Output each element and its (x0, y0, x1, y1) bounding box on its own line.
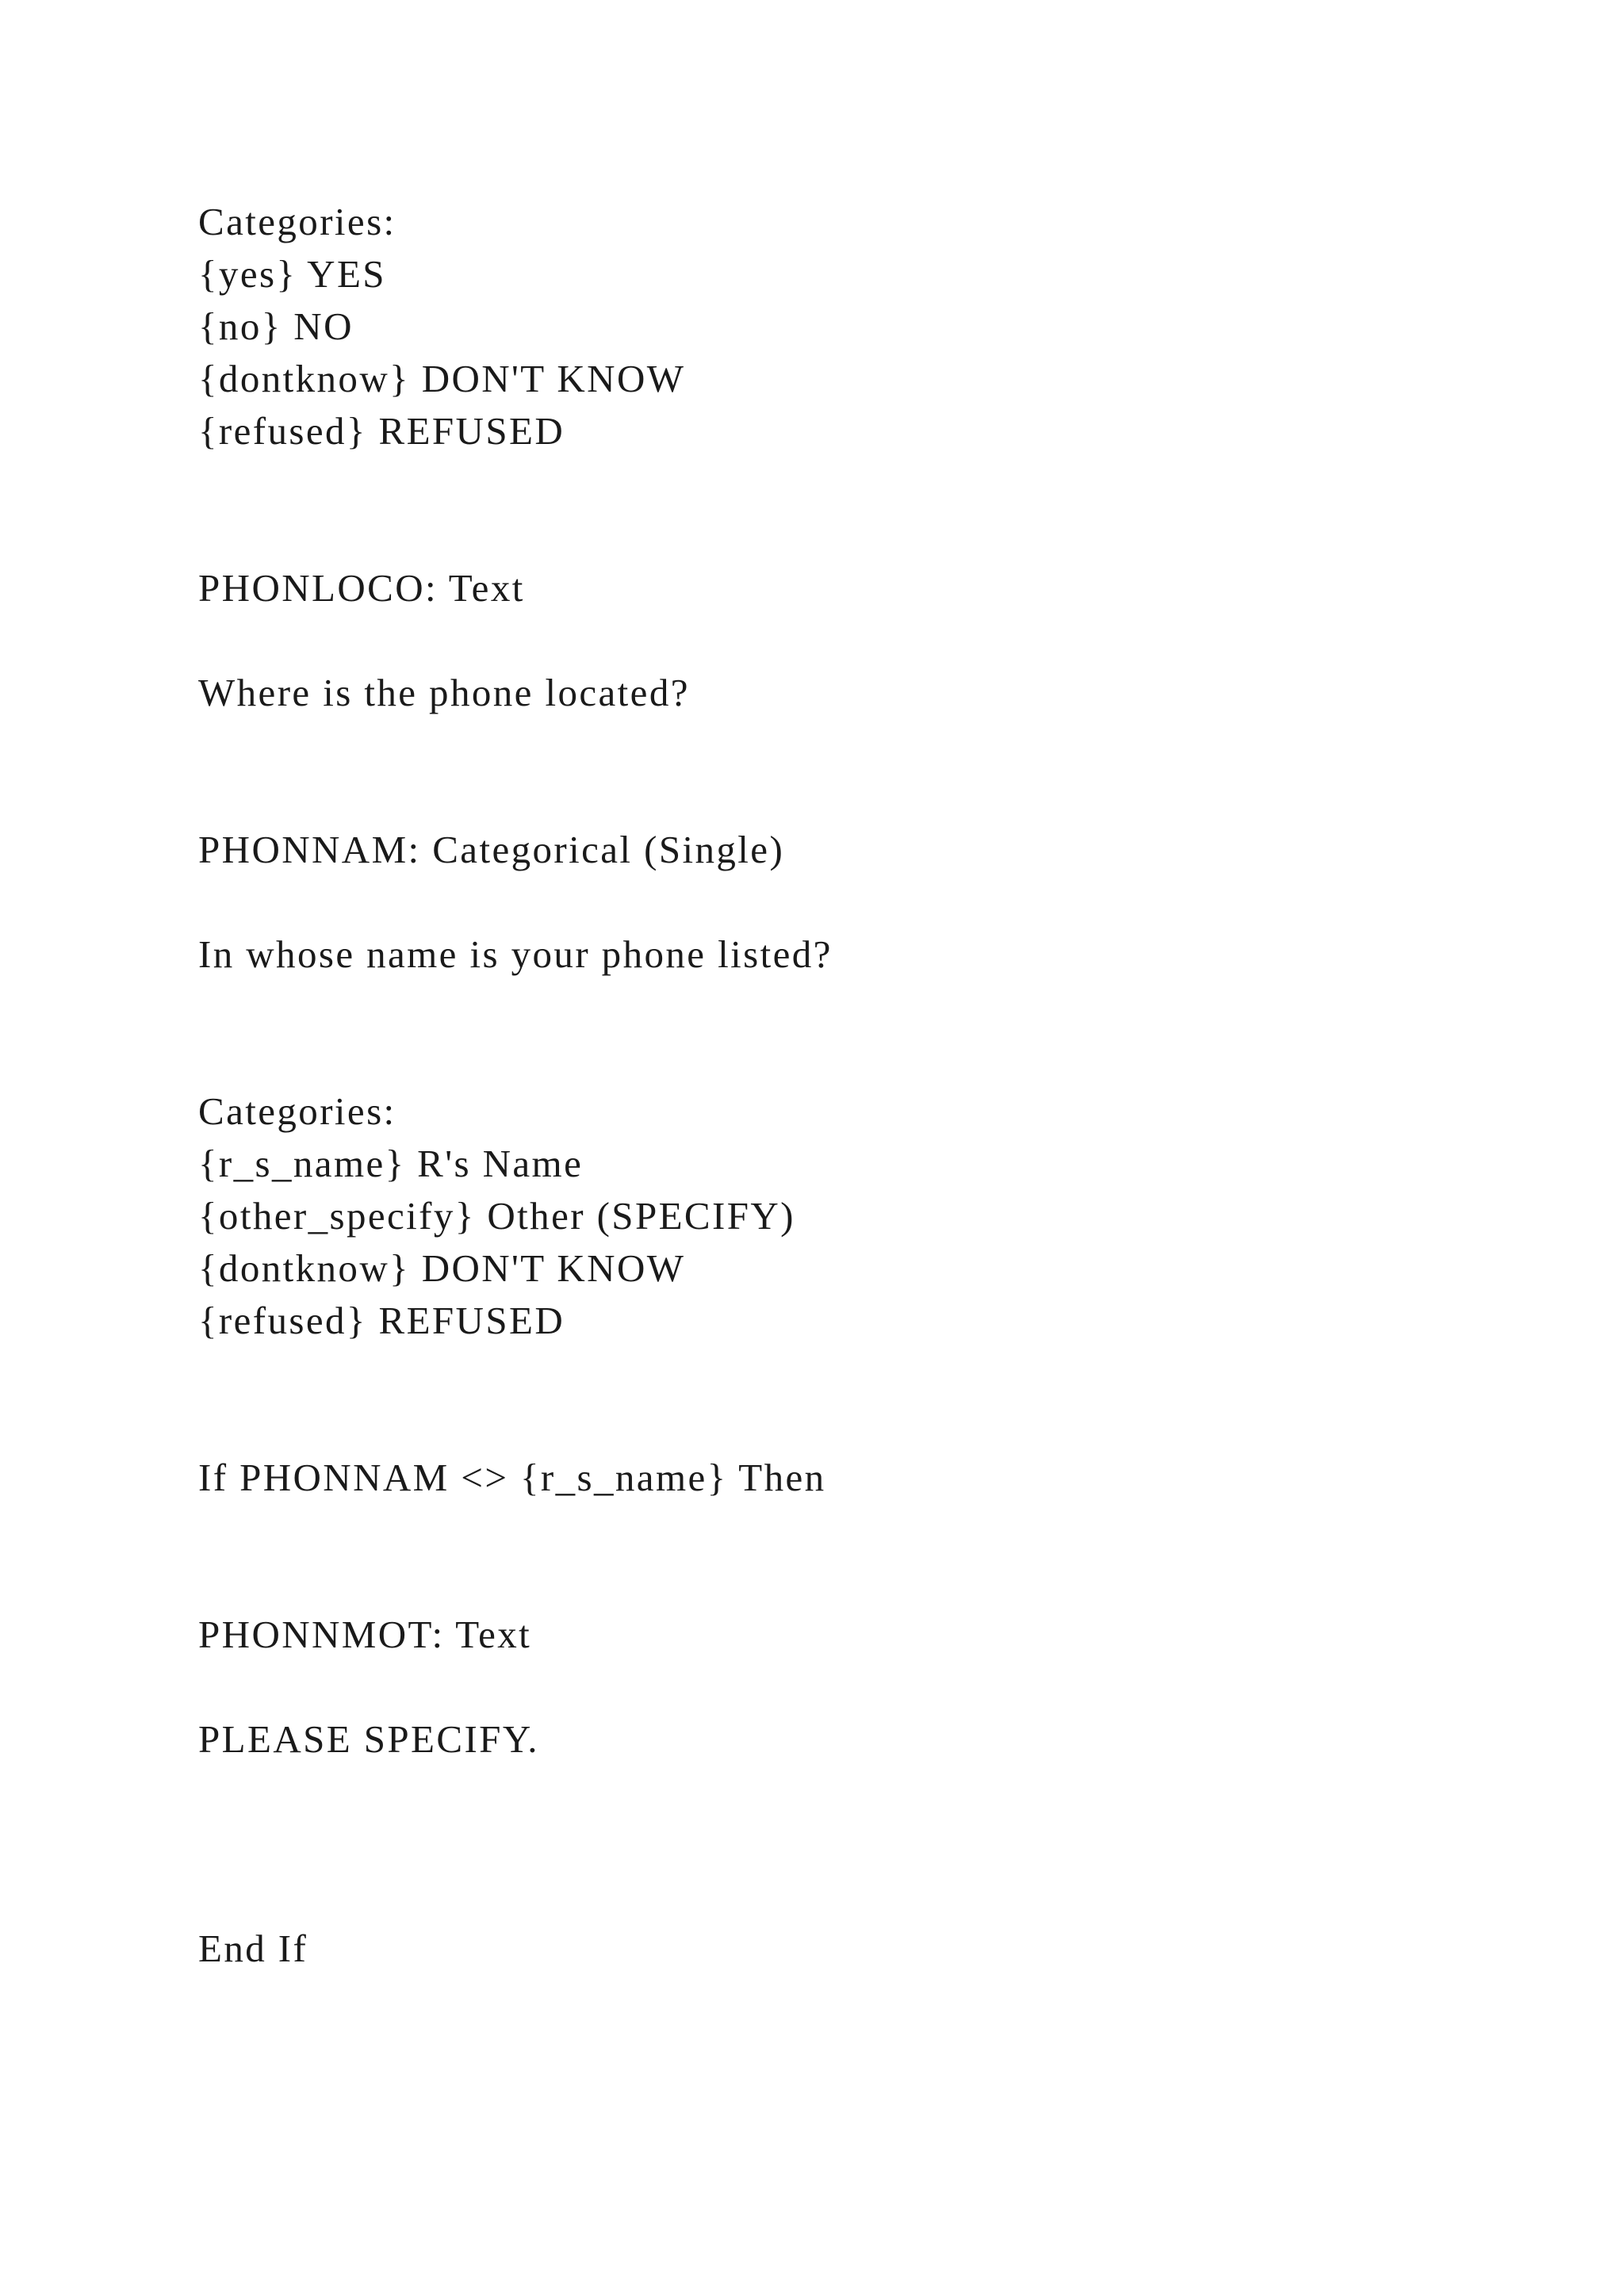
phonloco-header: PHONLOCO: Text (198, 566, 525, 610)
categories-heading-2: Categories: (198, 1089, 396, 1133)
phonloco-question: Where is the phone located? (198, 671, 690, 714)
category-item-no: {no} NO (198, 304, 354, 348)
phonnmot-header: PHONNMOT: Text (198, 1613, 532, 1656)
category-item-r-s-name: {r_s_name} R's Name (198, 1142, 584, 1185)
category-item-refused-2: {refused} REFUSED (198, 1299, 565, 1342)
phonnam-header: PHONNAM: Categorical (Single) (198, 828, 785, 871)
phonnam-question: In whose name is your phone listed? (198, 932, 833, 976)
category-item-yes: {yes} YES (198, 252, 386, 296)
category-item-refused: {refused} REFUSED (198, 409, 565, 453)
condition-if-line: If PHONNAM <> {r_s_name} Then (198, 1456, 826, 1499)
categories-heading-1: Categories: (198, 200, 396, 243)
category-item-other-specify: {other_specify} Other (SPECIFY) (198, 1194, 795, 1238)
category-item-dontknow: {dontknow} DON'T KNOW (198, 357, 686, 400)
category-item-dontknow-2: {dontknow} DON'T KNOW (198, 1246, 686, 1290)
phonnmot-question: PLEASE SPECIFY. (198, 1717, 539, 1761)
condition-end-line: End If (198, 1927, 308, 1970)
